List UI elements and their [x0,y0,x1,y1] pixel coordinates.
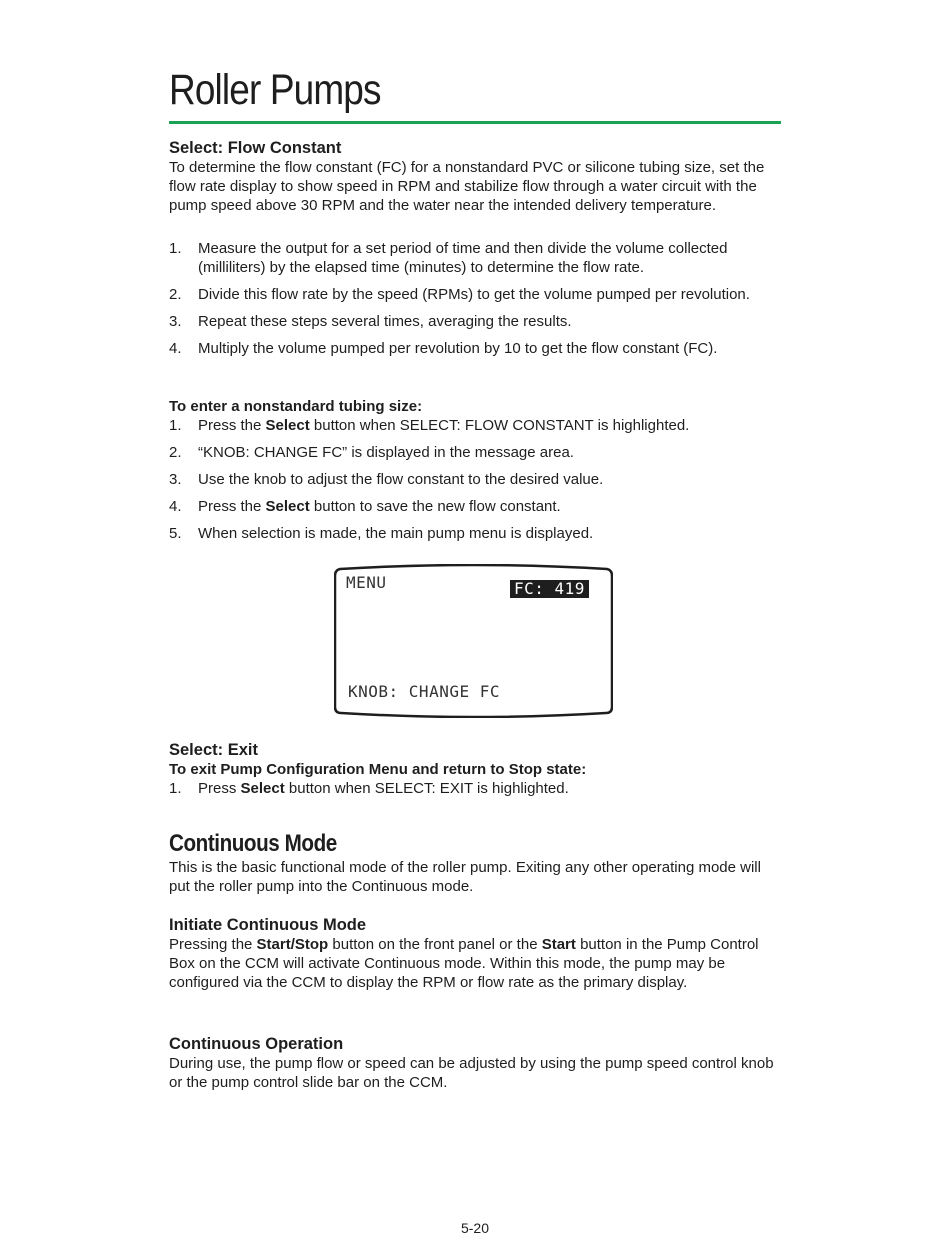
step-text: Multiply the volume pumped per revolution by 10 to get the flow constant (FC). [198,340,718,357]
step-number: 2. [169,444,182,461]
step-text: Repeat these steps several times, averaging the results. [198,313,572,330]
initiate-text-part: button in the Pump Control Box on the CCM will activate Continuous mode. Within this mode, the pump may be configured via the CCM to display the RPM or flow rate as the primary display. [169,936,759,991]
exit-subheading: To exit Pump Configuration Menu and return to Stop state: [169,761,587,778]
step-number: 4. [169,498,182,515]
initiate-text-part: button on the front panel or the [328,936,542,953]
lcd-message: KNOB: CHANGE FC [348,682,500,701]
step-text: Divide this flow rate by the speed (RPMs) to get the volume pumped per revolution. [198,286,750,303]
flow-constant-intro: To determine the flow constant (FC) for a nonstandard PVC or silicone tubing size, set the flow rate display to show speed in RPM and stabilize flow through a water circuit with the pump speed above 30 RPM and the water near the intended delivery temperature. [169,159,765,214]
list-item [169,416,781,435]
list-item [169,443,781,462]
step-number: 4. [169,340,182,357]
step-number: 3. [169,313,182,330]
list-item [169,312,781,331]
step-text: Press the [198,498,266,515]
list-item [169,239,781,277]
list-item [169,497,781,516]
step-text: Press the [198,417,266,434]
step-number: 2. [169,286,182,303]
step-text: “KNOB: CHANGE FC” is displayed in the message area. [198,444,574,461]
step-number: 3. [169,471,182,488]
step-number: 1. [169,780,182,797]
page-number: 5-20 [460,1220,490,1236]
step-bold: Select [240,780,285,797]
list-item [169,339,781,358]
step-number: 1. [169,417,182,434]
title-rule [169,121,781,124]
exit-heading: Select: Exit [169,741,258,759]
flow-constant-steps [169,239,781,358]
operation-heading: Continuous Operation [169,1035,344,1053]
step-text: Use the knob to adjust the flow constant to the desired value. [198,471,604,488]
nonstandard-heading: To enter a nonstandard tubing size: [169,398,423,415]
continuous-text: This is the basic functional mode of the roller pump. Exiting any other operating mode will put the roller pump into the Continuous mode. [169,859,761,895]
flow-constant-section [169,139,781,215]
lcd-menu-label: MENU [346,573,387,592]
lcd-display [334,564,613,718]
step-bold: Select [265,498,310,515]
step-number: 5. [169,525,182,542]
page-title: Roller Pumps [169,66,381,114]
nonstandard-section [169,397,781,543]
step-bold: Select [265,417,310,434]
continuous-heading: Continuous Mode [169,830,337,857]
lcd-fc-value: FC: 419 [510,580,589,598]
initiate-bold-part: Start [541,936,576,953]
step-number: 1. [169,240,182,257]
list-item [169,470,781,489]
step-text: Press [198,780,241,797]
initiate-heading: Initiate Continuous Mode [169,916,367,934]
list-item [169,285,781,304]
initiate-text [169,935,781,992]
continuous-section [169,830,781,896]
step-text: button when SELECT: EXIT is highlighted. [284,780,569,797]
step-text: button when SELECT: FLOW CONSTANT is highlighted. [309,417,690,434]
flow-constant-heading: Select: Flow Constant [169,139,342,157]
initiate-bold-part: Start/Stop [256,936,329,953]
list-item [169,524,781,543]
list-item [169,779,781,798]
step-text: When selection is made, the main pump menu is displayed. [198,525,594,542]
initiate-section [169,916,781,992]
initiate-text-part: Pressing the [169,936,257,953]
step-text: button to save the new flow constant. [309,498,561,515]
exit-section [169,741,781,798]
operation-section [169,1035,781,1092]
operation-text: During use, the pump flow or speed can be adjusted by using the pump speed control knob or the pump control slide bar on the CCM. [169,1055,774,1091]
step-text: Measure the output for a set period of time and then divide the volume collected (milliliters) by the elapsed time (minutes) to determine the flow rate. [198,240,728,276]
